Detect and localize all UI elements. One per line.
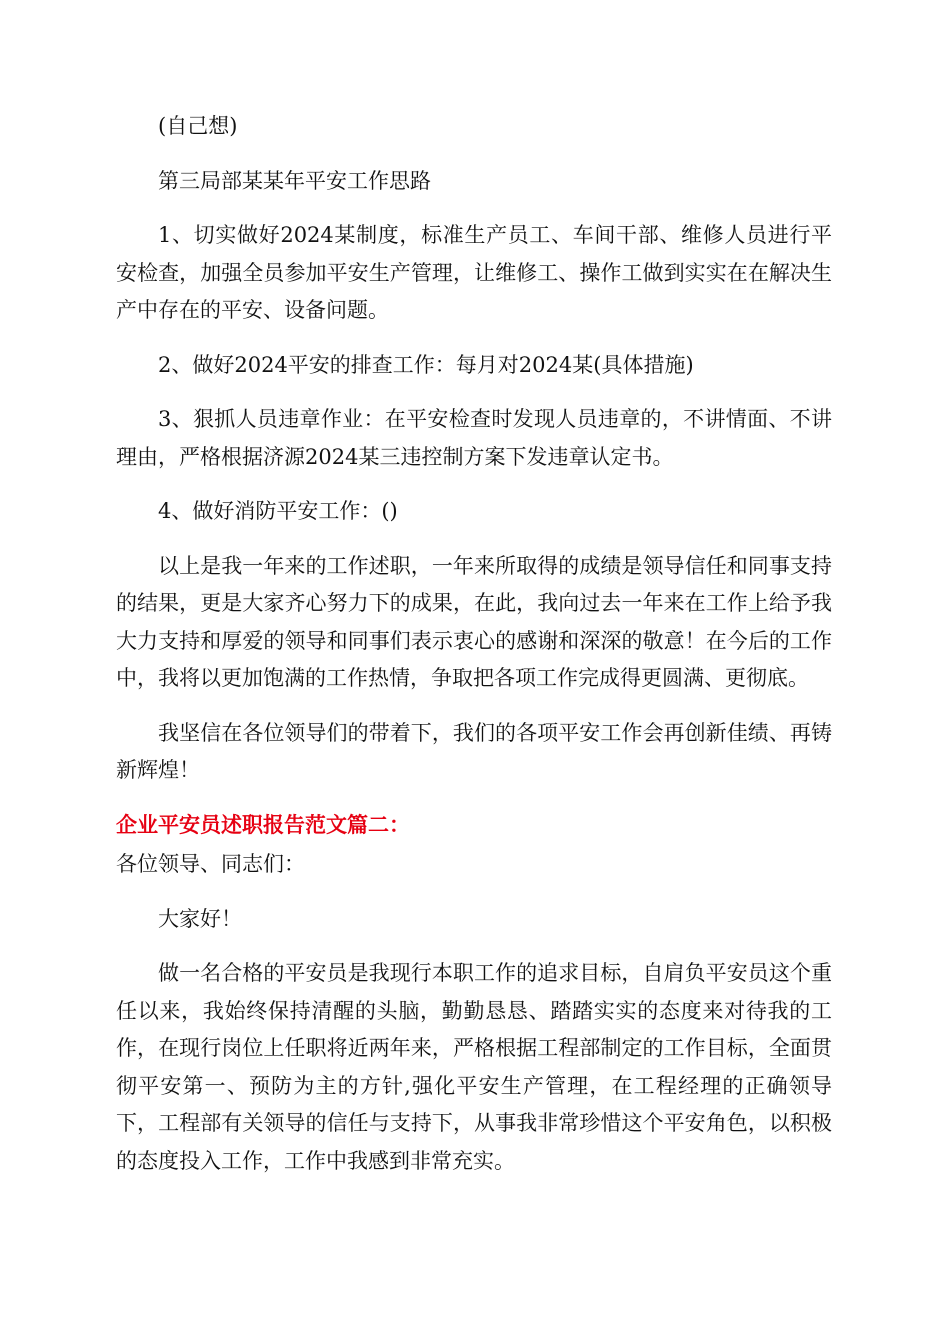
salutation: 各位领导、同志们： [116,852,305,876]
section-heading: 企业平安员述职报告范文篇二： [116,812,410,837]
document-body [116,108,832,1197]
paragraph-note: (自己想) [158,114,238,138]
greeting: 大家好！ [158,906,242,931]
paragraph-section-title: 第三局部某某年平安工作思路 [158,168,431,193]
paragraph-closing: 我坚信在各位领导们的带着下，我们的各项平安工作会再创新佳绩、再铸新辉煌！ [116,720,832,782]
paragraph-item-4: 4、做好消防平安工作：() [158,499,398,523]
paragraph-item-3: 3、狠抓人员违章作业：在平安检查时发现人员违章的，不讲情面、不讲理由，严格根据济源2024某三违控制方案下发违章认定书。 [116,407,832,469]
paragraph-summary: 以上是我一年来的工作述职，一年来所取得的成绩是领导信任和同事支持的结果，更是大家齐心努力下的成果，在此，我向过去一年来在工作上给予我大力支持和厚爱的领导和同事们表示衷心的感谢和深深的敬意！在今后的工作中，我将以更加饱满的工作热情，争取把各项工作完成得更圆满、更彻底。 [116,553,832,690]
paragraph-item-1: 1、切实做好2024某制度，标准生产员工、车间干部、维修人员进行平安检查，加强全员参加平安生产管理，让维修工、操作工做到实实在在解决生产中存在的平安、设备问题。 [116,223,832,322]
paragraph-item-2: 2、做好2024平安的排查工作：每月对2024某(具体措施) [158,352,694,377]
paragraph-body: 做一名合格的平安员是我现行本职工作的追求目标，自肩负平安员这个重任以来，我始终保持清醒的头脑，勤勤恳恳、踏踏实实的态度来对待我的工作，在现行岗位上任职将近两年来，严格根据工程部制定的工作目标，全面贯彻平安第一、预防为主的方针,强化平安生产管理，在工程经理的正确领导下，工程部有关领导的信任与支持下，从事我非常珍惜这个平安角色，以积极的态度投入工作，工作中我感到非常充实。 [116,961,832,1173]
